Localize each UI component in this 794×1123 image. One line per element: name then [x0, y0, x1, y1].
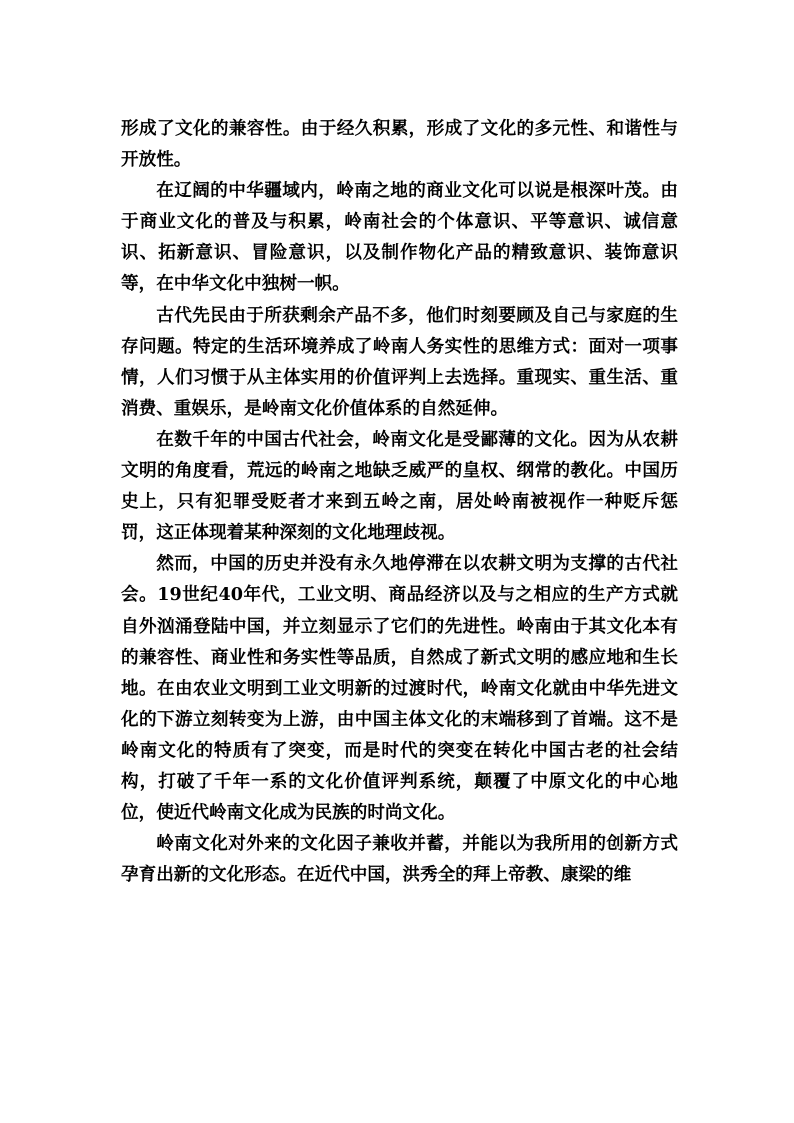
paragraph-3: 古代先民由于所获剩余产品不多，他们时刻要顾及自己与家庭的生存问题。特定的生活环境养成了岭南人务实性的思维方式：面对一项事情，人们习惯于从主体实用的价值评判上去选择。重现实、重生活、重消费、重娱乐，是岭南文化价值体系的自然延伸。: [121, 304, 678, 419]
paragraph-1: 形成了文化的兼容性。由于经久积累，形成了文化的多元性、和谐性与开放性。: [121, 118, 678, 171]
paragraph-2: 在辽阔的中华疆域内，岭南之地的商业文化可以说是根深叶茂。由于商业文化的普及与积累，岭南社会的个体意识、平等意识、诚信意识、拓新意识、冒险意识，以及制作物化产品的精致意识、装饰意识等，在中华文化中独树一帜。: [121, 180, 678, 295]
paragraph-6: 岭南文化对外来的文化因子兼收并蓄，并能以为我所用的创新方式孕育出新的文化形态。在近代中国，洪秀全的拜上帝教、康梁的维: [121, 833, 678, 886]
document-body: [121, 113, 678, 890]
paragraph-4: 在数千年的中国古代社会，岭南文化是受鄙薄的文化。因为从农耕文明的角度看，荒远的岭南之地缺乏威严的皇权、纲常的教化。中国历史上，只有犯罪受贬者才来到五岭之南，居处岭南被视作一种贬斥惩罚，这正体现着某种深刻的文化地理歧视。: [121, 428, 678, 544]
paragraph-5: 然而，中国的历史并没有永久地停滞在以农耕文明为支撑的古代社会。19世纪40年代，工业文明、商品经济以及与之相应的生产方式就自外汹涌登陆中国，并立刻显示了它们的先进性。岭南由于其文化本有的兼容性、商业性和务实性等品质，自然成了新式文明的感应地和生长地。在由农业文明到工业文明新的过渡时代，岭南文化就由中华先进文化的下游立刻转变为上游，由中国主体文化的末端移到了首端。这不是岭南文化的特质有了突变，而是时代的突变在转化中国古老的社会结构，打破了千年一系的文化价值评判系统，颠覆了中原文化的中心地位，使近代岭南文化成为民族的时尚文化。: [121, 553, 678, 824]
